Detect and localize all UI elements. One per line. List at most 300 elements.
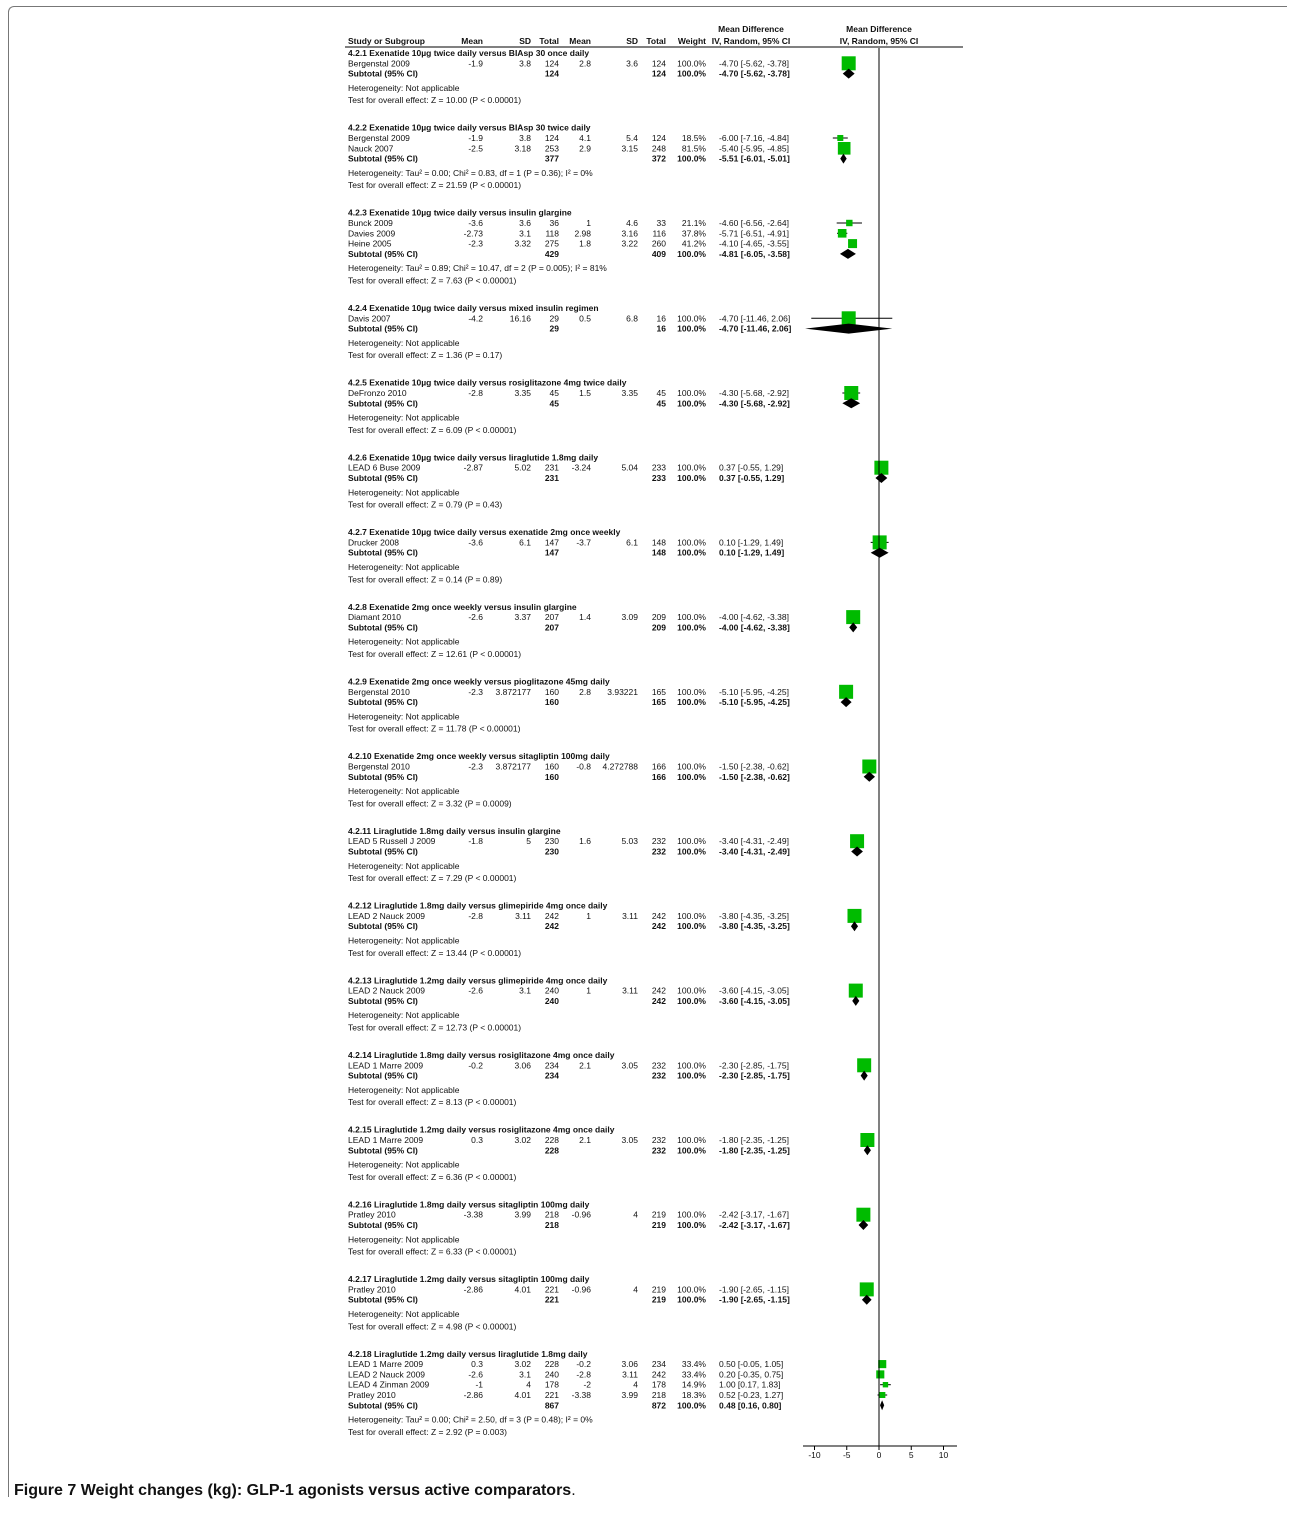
study-ci: 0.37 [-0.55, 1.29] — [719, 462, 784, 473]
subgroup-title: 4.2.5 Exenatide 10µg twice daily versus rosiglitazone 4mg twice daily — [348, 377, 627, 388]
subtotal-label: Subtotal (95% CI) — [348, 323, 418, 334]
study-weight: 100.0% — [677, 1284, 706, 1295]
study-weight: 18.5% — [681, 133, 706, 143]
heterogeneity-text: Heterogeneity: Not applicable — [348, 1010, 460, 1021]
header-md-sub: IV, Random, 95% CI — [711, 36, 791, 46]
study-ci: -1.90 [-2.65, -1.15] — [719, 1284, 789, 1295]
study-total-exp: 124 — [544, 58, 559, 69]
study-sd-exp: 4.01 — [514, 1390, 531, 1400]
header-mean-exp: Mean — [461, 36, 483, 46]
study-row — [348, 1359, 886, 1369]
study-total-exp: 36 — [549, 218, 559, 228]
study-sd-ctl: 6.1 — [626, 537, 638, 548]
study-mean-ctl: 1.8 — [579, 238, 591, 249]
subgroup-title: 4.2.14 Liraglutide 1.8mg daily versus rosiglitazone 4mg once daily — [348, 1050, 615, 1060]
study-mean-exp: -2.3 — [468, 686, 483, 697]
subtotal-total-ctl: 165 — [651, 697, 666, 708]
subtotal-row — [348, 697, 852, 707]
study-total-ctl: 124 — [651, 133, 666, 143]
subgroup-title: 4.2.6 Exenatide 10µg twice daily versus liraglutide 1.8mg daily — [348, 452, 599, 463]
study-marker — [842, 56, 856, 70]
subtotal-row — [348, 921, 858, 931]
study-ci: 1.00 [0.17, 1.83] — [719, 1379, 781, 1390]
subtotal-total-exp: 147 — [544, 547, 559, 558]
subgroup — [348, 901, 861, 958]
subgroup-title: 4.2.16 Liraglutide 1.8mg daily versus sitagliptin 100mg daily — [348, 1199, 590, 1210]
study-sd-exp: 3.8 — [519, 58, 531, 69]
subtotal-label: Subtotal (95% CI) — [348, 398, 418, 409]
subtotal-total-exp: 218 — [544, 1220, 559, 1230]
overall-effect-text: Test for overall effect: Z = 10.00 (P < 0.00001) — [348, 95, 522, 106]
study-name: Davis 2007 — [348, 313, 391, 324]
subtotal-weight: 100.0% — [677, 1400, 706, 1411]
subtotal-weight: 100.0% — [677, 921, 706, 932]
study-total-ctl: 232 — [651, 836, 666, 847]
subtotal-total-ctl: 232 — [651, 846, 666, 857]
study-mean-exp: -1 — [475, 1379, 483, 1390]
study-sd-exp: 3.99 — [514, 1209, 531, 1220]
study-mean-exp: -2.5 — [468, 143, 483, 154]
overall-effect-text: Test for overall effect: Z = 0.79 (P = 0.43) — [348, 499, 503, 510]
study-row — [348, 1369, 884, 1379]
subtotal-row — [348, 69, 855, 79]
subgroup — [348, 751, 876, 808]
subtotal-label: Subtotal (95% CI) — [348, 1294, 418, 1305]
study-mean-ctl: 1.5 — [579, 388, 591, 398]
study-total-ctl: 242 — [651, 910, 666, 921]
subgroup — [348, 975, 863, 1032]
study-weight: 81.5% — [681, 143, 706, 154]
subtotal-total-ctl: 372 — [651, 153, 666, 164]
study-sd-ctl: 3.16 — [621, 228, 638, 239]
subgroup — [348, 123, 850, 191]
study-marker — [860, 1282, 874, 1296]
study-row — [348, 228, 847, 238]
study-total-exp: 221 — [544, 1284, 559, 1295]
subgroup — [348, 1050, 871, 1107]
study-total-ctl: 242 — [651, 985, 666, 996]
study-mean-ctl: 1 — [586, 910, 591, 921]
study-mean-exp: -2.86 — [463, 1390, 483, 1400]
subtotal-total-exp: 228 — [544, 1145, 559, 1156]
subtotal-weight: 100.0% — [677, 846, 706, 857]
study-name: LEAD 4 Zinman 2009 — [348, 1379, 430, 1390]
study-sd-ctl: 5.4 — [626, 133, 638, 143]
subtotal-ci: -2.30 [-2.85, -1.75] — [719, 1070, 790, 1081]
subtotal-label: Subtotal (95% CI) — [348, 622, 418, 633]
subtotal-row — [348, 324, 892, 334]
subgroup-title: 4.2.13 Liraglutide 1.2mg daily versus glimepiride 4mg once daily — [348, 975, 608, 986]
subtotal-weight: 100.0% — [677, 622, 706, 633]
study-sd-exp: 3.8 — [519, 133, 531, 143]
heterogeneity-text: Heterogeneity: Not applicable — [348, 786, 460, 797]
subtotal-weight: 100.0% — [677, 547, 706, 558]
study-sd-ctl: 3.35 — [621, 388, 638, 398]
heterogeneity-text: Heterogeneity: Tau² = 0.00; Chi² = 0.83, df = 1 (P = 0.36); I² = 0% — [348, 167, 593, 178]
heterogeneity-text: Heterogeneity: Not applicable — [348, 1159, 460, 1170]
study-sd-exp: 5 — [526, 836, 531, 847]
subgroup-title: 4.2.15 Liraglutide 1.2mg daily versus rosiglitazone 4mg once daily — [348, 1124, 615, 1135]
study-marker — [838, 142, 851, 155]
subtotal-ci: -4.30 [-5.68, -2.92] — [719, 398, 790, 409]
heterogeneity-text: Heterogeneity: Not applicable — [348, 1234, 460, 1245]
study-row — [348, 1390, 887, 1400]
study-sd-exp: 3.35 — [514, 388, 531, 398]
study-sd-ctl: 3.11 — [622, 985, 638, 996]
study-sd-ctl: 4 — [633, 1379, 638, 1390]
study-mean-exp: -2.6 — [468, 1369, 483, 1380]
subtotal-row — [348, 1145, 871, 1155]
study-marker — [838, 229, 847, 238]
study-mean-exp: -2.6 — [468, 985, 483, 996]
study-mean-ctl: -0.96 — [571, 1284, 591, 1295]
study-total-ctl: 219 — [651, 1284, 666, 1295]
study-name: LEAD 5 Russell J 2009 — [348, 836, 436, 847]
subtotal-total-exp: 124 — [544, 68, 559, 79]
study-total-exp: 228 — [544, 1359, 559, 1370]
study-sd-ctl: 3.22 — [621, 238, 638, 249]
subtotal-total-ctl: 219 — [651, 1220, 666, 1230]
subtotal-ci: -4.70 [-11.46, 2.06] — [719, 323, 792, 334]
study-total-exp: 221 — [544, 1390, 559, 1400]
study-weight: 100.0% — [677, 388, 706, 398]
heterogeneity-text: Heterogeneity: Not applicable — [348, 562, 460, 572]
study-sd-ctl: 4 — [633, 1284, 638, 1295]
study-total-ctl: 248 — [651, 143, 666, 154]
header-md-top: Mean Difference — [718, 24, 784, 34]
study-total-ctl: 165 — [651, 686, 666, 697]
study-mean-exp: -1.9 — [468, 133, 483, 143]
subgroup — [348, 378, 860, 435]
subgroup — [348, 303, 892, 360]
subgroup — [348, 1125, 874, 1182]
subtotal-row — [348, 154, 847, 164]
study-total-exp: 230 — [544, 836, 559, 847]
heterogeneity-text: Heterogeneity: Not applicable — [348, 337, 460, 348]
study-weight: 100.0% — [677, 761, 706, 772]
study-weight: 100.0% — [677, 910, 706, 921]
subtotal-label: Subtotal (95% CI) — [348, 153, 418, 164]
subtotal-weight: 100.0% — [677, 323, 706, 334]
study-mean-ctl: -3.7 — [576, 537, 591, 548]
subtotal-ci: -4.70 [-5.62, -3.78] — [719, 68, 790, 79]
overall-effect-text: Test for overall effect: Z = 21.59 (P < 0.00001) — [348, 180, 522, 191]
study-marker — [842, 311, 856, 325]
study-sd-exp: 4 — [526, 1379, 531, 1390]
study-ci: -2.30 [-2.85, -1.75] — [719, 1060, 789, 1071]
subtotal-row — [348, 473, 887, 483]
heterogeneity-text: Heterogeneity: Not applicable — [348, 935, 460, 946]
study-weight: 37.8% — [681, 228, 706, 239]
study-mean-ctl: -2.8 — [576, 1369, 591, 1380]
subtotal-total-ctl: 242 — [651, 921, 666, 932]
study-marker — [848, 239, 857, 248]
subtotal-weight: 100.0% — [677, 697, 706, 708]
study-total-ctl: 33 — [656, 218, 666, 228]
study-mean-exp: -2.3 — [468, 238, 483, 249]
subgroup — [348, 677, 853, 734]
study-mean-ctl: 2.1 — [579, 1060, 591, 1071]
study-sd-exp: 3.18 — [514, 143, 531, 154]
heterogeneity-text: Heterogeneity: Not applicable — [348, 487, 460, 498]
study-name: LEAD 2 Nauck 2009 — [348, 985, 426, 996]
subtotal-ci: 0.48 [0.16, 0.80] — [719, 1400, 782, 1411]
study-ci: -2.42 [-3.17, -1.67] — [719, 1209, 789, 1220]
study-marker — [839, 685, 853, 699]
study-ci: -5.10 [-5.95, -4.25] — [719, 686, 789, 697]
study-marker — [856, 1208, 870, 1222]
study-marker — [846, 220, 852, 226]
subtotal-weight: 100.0% — [677, 398, 706, 409]
subtotal-total-exp: 234 — [544, 1070, 559, 1081]
subtotal-ci: -3.80 [-4.35, -3.25] — [719, 921, 790, 932]
study-total-ctl: 166 — [651, 761, 666, 772]
study-marker — [847, 909, 861, 923]
study-sd-exp: 3.1 — [519, 228, 531, 239]
study-sd-exp: 3.872177 — [495, 686, 531, 697]
study-sd-exp: 3.6 — [519, 218, 531, 228]
study-name: LEAD 1 Marre 2009 — [348, 1359, 424, 1370]
study-total-exp: 147 — [544, 537, 559, 548]
study-mean-exp: 0.3 — [471, 1135, 483, 1145]
study-sd-exp: 3.02 — [514, 1359, 531, 1370]
subgroup-title: 4.2.9 Exenatide 2mg once weekly versus pioglitazone 45mg daily — [348, 676, 610, 687]
study-name: LEAD 1 Marre 2009 — [348, 1060, 424, 1071]
study-total-ctl: 219 — [651, 1209, 666, 1220]
subtotal-total-exp: 230 — [544, 846, 559, 857]
study-weight: 100.0% — [677, 537, 706, 548]
study-ci: 0.20 [-0.35, 0.75] — [719, 1369, 784, 1380]
study-sd-exp: 3.37 — [514, 612, 531, 623]
study-sd-ctl: 3.05 — [621, 1135, 638, 1145]
subtotal-label: Subtotal (95% CI) — [348, 547, 418, 558]
study-marker — [844, 386, 858, 400]
header-study: Study or Subgroup — [348, 36, 425, 46]
study-total-ctl: 234 — [651, 1359, 666, 1370]
study-name: Drucker 2008 — [348, 537, 400, 548]
study-row — [348, 535, 889, 549]
study-total-ctl: 233 — [651, 462, 666, 473]
study-weight: 100.0% — [677, 313, 706, 324]
subtotal-row — [348, 622, 857, 632]
study-total-ctl: 260 — [651, 238, 666, 249]
study-mean-exp: -4.2 — [468, 313, 483, 324]
study-mean-ctl: 2.8 — [579, 686, 591, 697]
subtotal-total-exp: 867 — [544, 1400, 559, 1411]
study-mean-exp: -2.86 — [463, 1284, 483, 1295]
study-name: Heine 2005 — [348, 238, 392, 249]
subgroup-title: 4.2.7 Exenatide 10µg twice daily versus exenatide 2mg once weekly — [348, 527, 621, 538]
study-weight: 21.1% — [681, 218, 706, 228]
subtotal-row — [348, 772, 875, 782]
subtotal-weight: 100.0% — [677, 771, 706, 782]
study-mean-exp: -2.3 — [468, 761, 483, 772]
study-sd-ctl: 3.11 — [622, 1369, 638, 1380]
overall-effect-text: Test for overall effect: Z = 13.44 (P < 0.00001) — [348, 947, 522, 958]
subtotal-label: Subtotal (95% CI) — [348, 846, 418, 857]
overall-effect-text: Test for overall effect: Z = 12.61 (P < 0.00001) — [348, 649, 522, 659]
subgroup — [348, 1274, 874, 1331]
study-mean-ctl: 4.1 — [579, 133, 591, 143]
study-marker — [846, 610, 860, 624]
study-row — [348, 218, 862, 228]
subtotal-total-ctl: 45 — [656, 398, 666, 409]
study-ci: -6.00 [-7.16, -4.84] — [719, 133, 789, 143]
study-sd-ctl: 3.05 — [621, 1060, 638, 1071]
study-weight: 100.0% — [677, 58, 706, 69]
study-total-exp: 240 — [544, 985, 559, 996]
study-mean-exp: -2.87 — [463, 462, 483, 473]
study-weight: 100.0% — [677, 836, 706, 847]
heterogeneity-text: Heterogeneity: Not applicable — [348, 1309, 460, 1319]
study-total-exp: 228 — [544, 1135, 559, 1145]
study-mean-ctl: 2.1 — [579, 1135, 591, 1145]
subtotal-total-ctl: 124 — [651, 68, 666, 79]
axis-tick-label: 10 — [938, 1450, 949, 1460]
study-mean-exp: -1.8 — [468, 836, 483, 847]
study-mean-ctl: -3.24 — [571, 462, 591, 473]
study-sd-ctl: 5.03 — [621, 836, 638, 847]
study-sd-ctl: 3.93221 — [607, 686, 638, 697]
study-weight: 100.0% — [677, 612, 706, 623]
study-ci: 0.52 [-0.23, 1.27] — [719, 1390, 784, 1400]
study-ci: -4.10 [-4.65, -3.55] — [719, 238, 789, 249]
overall-effect-text: Test for overall effect: Z = 8.13 (P < 0.00001) — [348, 1097, 517, 1108]
study-marker — [874, 461, 888, 475]
study-mean-ctl: 2.98 — [574, 228, 591, 239]
study-mean-ctl: 0.5 — [579, 313, 591, 324]
study-name: LEAD 2 Nauck 2009 — [348, 1369, 426, 1380]
subtotal-total-exp: 429 — [544, 248, 559, 259]
study-mean-exp: -2.8 — [468, 910, 483, 921]
study-total-exp: 45 — [549, 388, 559, 398]
subtotal-ci: -4.00 [-4.62, -3.38] — [719, 622, 790, 633]
caption-label: Figure 7 — [14, 1482, 77, 1499]
study-total-ctl: 16 — [656, 313, 666, 324]
study-mean-ctl: 1.6 — [579, 836, 591, 847]
subtotal-total-ctl: 409 — [651, 248, 666, 259]
heterogeneity-text: Heterogeneity: Not applicable — [348, 636, 460, 647]
subtotal-label: Subtotal (95% CI) — [348, 771, 418, 782]
study-marker — [860, 1133, 874, 1147]
subgroup — [348, 48, 856, 105]
subtotal-ci: -1.90 [-2.65, -1.15] — [719, 1294, 790, 1305]
figure-caption — [14, 1482, 576, 1500]
study-sd-exp: 3.06 — [514, 1060, 531, 1071]
study-row — [348, 311, 892, 325]
subgroup-title: 4.2.3 Exenatide 10µg twice daily versus insulin glargine — [348, 207, 572, 218]
subgroup — [348, 826, 864, 883]
header-mean-ctl: Mean — [569, 36, 591, 46]
study-sd-exp: 6.1 — [519, 537, 531, 548]
study-marker — [849, 984, 863, 998]
subtotal-total-ctl: 219 — [651, 1294, 666, 1305]
subtotal-ci: -5.51 [-6.01, -5.01] — [719, 153, 790, 164]
study-total-exp: 253 — [544, 143, 559, 154]
subtotal-row — [348, 1071, 868, 1081]
subtotal-weight: 100.0% — [677, 1294, 706, 1305]
subtotal-diamond — [840, 249, 856, 259]
subtotal-total-ctl: 209 — [651, 622, 666, 633]
header-sd-exp: SD — [519, 36, 531, 46]
subtotal-total-exp: 240 — [544, 995, 559, 1006]
subtotal-label: Subtotal (95% CI) — [348, 68, 418, 79]
axis-tick-label: -5 — [842, 1450, 851, 1460]
study-total-exp: 178 — [544, 1379, 559, 1390]
subgroup-title: 4.2.2 Exenatide 10µg twice daily versus BIAsp 30 twice daily — [348, 122, 591, 133]
subtotal-row — [348, 996, 859, 1006]
study-total-ctl: 232 — [651, 1060, 666, 1071]
subtotal-ci: 0.10 [-1.29, 1.49] — [719, 547, 785, 558]
study-ci: -4.00 [-4.62, -3.38] — [719, 612, 789, 623]
header-plot-top: Mean Difference — [846, 24, 912, 34]
header-sd-ctl: SD — [626, 36, 638, 46]
study-sd-ctl: 3.15 — [621, 143, 638, 154]
study-total-ctl: 148 — [651, 537, 666, 548]
subtotal-row — [348, 249, 856, 259]
heterogeneity-text: Heterogeneity: Not applicable — [348, 82, 460, 93]
study-mean-ctl: 1 — [586, 218, 591, 228]
subtotal-label: Subtotal (95% CI) — [348, 1145, 418, 1156]
study-weight: 33.4% — [681, 1369, 706, 1380]
subtotal-total-exp: 221 — [544, 1294, 559, 1305]
subtotal-weight: 100.0% — [677, 1145, 706, 1156]
x-axis — [803, 48, 957, 1460]
subtotal-label: Subtotal (95% CI) — [348, 248, 418, 259]
study-weight: 100.0% — [677, 985, 706, 996]
subtotal-row — [348, 1295, 872, 1305]
study-ci: -3.60 [-4.15, -3.05] — [719, 985, 789, 996]
subtotal-total-exp: 160 — [544, 771, 559, 782]
study-total-ctl: 218 — [651, 1390, 666, 1400]
overall-effect-text: Test for overall effect: Z = 7.63 (P < 0.00001) — [348, 275, 517, 286]
overall-effect-text: Test for overall effect: Z = 6.09 (P < 0.00001) — [348, 424, 517, 435]
overall-effect-text: Test for overall effect: Z = 2.92 (P = 0.003) — [348, 1426, 507, 1437]
overall-effect-text: Test for overall effect: Z = 6.33 (P < 0.00001) — [348, 1246, 517, 1257]
study-total-exp: 160 — [544, 686, 559, 697]
study-name: Bergenstal 2009 — [348, 133, 410, 143]
study-sd-ctl: 5.04 — [621, 462, 638, 473]
subtotal-weight: 100.0% — [677, 995, 706, 1006]
study-row — [348, 1133, 874, 1147]
study-row — [348, 239, 857, 249]
study-sd-ctl: 4.6 — [626, 218, 638, 228]
subtotal-ci: -3.40 [-4.31, -2.49] — [719, 846, 790, 857]
heterogeneity-text: Heterogeneity: Not applicable — [348, 711, 460, 722]
overall-effect-text: Test for overall effect: Z = 7.29 (P < 0.00001) — [348, 873, 517, 884]
table-header — [345, 24, 963, 47]
study-mean-ctl: 2.8 — [579, 58, 591, 69]
study-weight: 100.0% — [677, 462, 706, 473]
study-ci: -3.80 [-4.35, -3.25] — [719, 910, 789, 921]
study-mean-exp: -2.8 — [468, 388, 483, 398]
study-mean-exp: -1.9 — [468, 58, 483, 69]
study-row — [348, 1380, 891, 1390]
study-name: LEAD 1 Marre 2009 — [348, 1135, 424, 1145]
study-marker — [879, 1392, 885, 1398]
study-mean-exp: -3.38 — [463, 1209, 483, 1220]
axis-tick-label: 0 — [876, 1450, 882, 1460]
study-sd-exp: 3.1 — [519, 985, 531, 996]
study-sd-exp: 5.02 — [514, 462, 531, 473]
subgroup-title: 4.2.8 Exenatide 2mg once weekly versus insulin glargine — [348, 601, 577, 612]
study-marker — [883, 1382, 888, 1387]
subgroup-title: 4.2.18 Liraglutide 1.2mg daily versus liraglutide 1.8mg daily — [348, 1348, 588, 1359]
header-total-ctl: Total — [646, 36, 666, 46]
study-row — [348, 461, 888, 475]
forest-rows — [348, 48, 892, 1437]
study-mean-ctl: 2.9 — [579, 143, 591, 154]
